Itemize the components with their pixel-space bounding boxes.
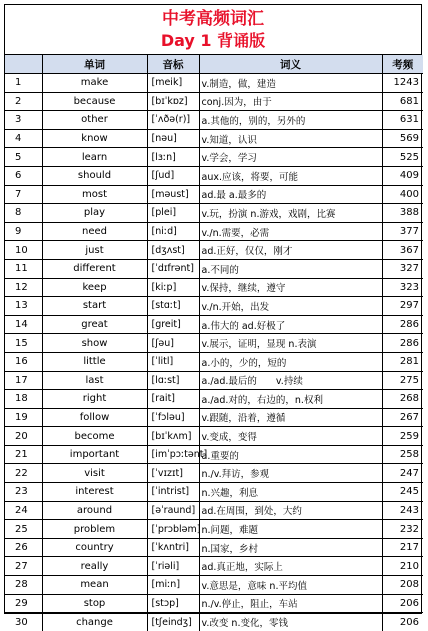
meaning-cell: n.问题，难题 bbox=[199, 520, 382, 539]
row-number: 17 bbox=[5, 371, 42, 390]
meaning-cell: a.重要的 bbox=[199, 445, 382, 464]
meaning-cell: n./v.拜访，参观 bbox=[199, 464, 382, 483]
row-number: 9 bbox=[5, 222, 42, 241]
meaning-cell: ad.最 a.最多的 bbox=[199, 185, 382, 204]
meaning-cell: a.其他的，别的，另外的 bbox=[199, 111, 382, 130]
meaning-cell: ad.在周围，到处，大约 bbox=[199, 501, 382, 520]
frequency-cell: 210 bbox=[382, 557, 423, 576]
table-row bbox=[5, 259, 423, 278]
word-cell: really bbox=[42, 557, 147, 576]
phonetic-cell: [nəu] bbox=[147, 129, 199, 148]
row-number: 26 bbox=[5, 538, 42, 557]
frequency-cell: 367 bbox=[382, 241, 423, 260]
meaning-cell: v.制造，做，建造 bbox=[199, 74, 382, 93]
table-row bbox=[5, 576, 423, 595]
word-cell: should bbox=[42, 166, 147, 185]
table-row bbox=[5, 297, 423, 316]
word-cell: different bbox=[42, 259, 147, 278]
phonetic-cell: [bɪˈkʌm] bbox=[147, 427, 199, 446]
table-row bbox=[5, 445, 423, 464]
phonetic-cell: [ˈʌðə(r)] bbox=[147, 111, 199, 130]
meaning-cell: v.玩，扮演 n.游戏，戏剧，比赛 bbox=[199, 204, 382, 223]
row-number: 16 bbox=[5, 352, 42, 371]
phonetic-cell: [stɑːt] bbox=[147, 297, 199, 316]
row-number: 1 bbox=[5, 74, 42, 93]
table-row bbox=[5, 148, 423, 167]
word-cell: stop bbox=[42, 594, 147, 613]
phonetic-cell: [kiːp] bbox=[147, 278, 199, 297]
table-row bbox=[5, 222, 423, 241]
word-cell: around bbox=[42, 501, 147, 520]
phonetic-cell: [ˈvɪzɪt] bbox=[147, 464, 199, 483]
word-cell: know bbox=[42, 129, 147, 148]
phonetic-cell: [imˈpɔːtənt] bbox=[147, 445, 199, 464]
frequency-cell: 206 bbox=[382, 613, 423, 631]
meaning-cell: v.变成，变得 bbox=[199, 427, 382, 446]
frequency-cell: 286 bbox=[382, 334, 423, 353]
word-cell: make bbox=[42, 74, 147, 93]
table-row bbox=[5, 520, 423, 539]
table-header-row bbox=[5, 55, 423, 74]
frequency-cell: 232 bbox=[382, 520, 423, 539]
table-row bbox=[5, 613, 423, 631]
phonetic-cell: [ˈprɔbləm] bbox=[147, 520, 199, 539]
page-title: 中考高频词汇 bbox=[162, 9, 264, 29]
meaning-cell: n.兴趣，利息 bbox=[199, 483, 382, 502]
header-frequency: 考频 bbox=[382, 55, 423, 74]
frequency-cell: 297 bbox=[382, 297, 423, 316]
meaning-cell: v.知道，认识 bbox=[199, 129, 382, 148]
row-number: 27 bbox=[5, 557, 42, 576]
row-number: 2 bbox=[5, 92, 42, 111]
meaning-cell: aux.应该，将要，可能 bbox=[199, 166, 382, 185]
meaning-cell: conj.因为，由于 bbox=[199, 92, 382, 111]
phonetic-cell: [ˈfɔləu] bbox=[147, 408, 199, 427]
table-row bbox=[5, 501, 423, 520]
word-cell: play bbox=[42, 204, 147, 223]
vocabulary-sheet bbox=[4, 4, 422, 630]
phonetic-cell: [ˈlitl] bbox=[147, 352, 199, 371]
word-cell: follow bbox=[42, 408, 147, 427]
meaning-cell: v.保持，继续，遵守 bbox=[199, 278, 382, 297]
phonetic-cell: [ˈriəli] bbox=[147, 557, 199, 576]
row-number: 6 bbox=[5, 166, 42, 185]
frequency-cell: 208 bbox=[382, 576, 423, 595]
row-number: 29 bbox=[5, 594, 42, 613]
table-row bbox=[5, 129, 423, 148]
phonetic-cell: [əˈraund] bbox=[147, 501, 199, 520]
table-row bbox=[5, 464, 423, 483]
frequency-cell: 267 bbox=[382, 408, 423, 427]
row-number: 18 bbox=[5, 390, 42, 409]
row-number: 8 bbox=[5, 204, 42, 223]
word-cell: problem bbox=[42, 520, 147, 539]
row-number: 19 bbox=[5, 408, 42, 427]
word-cell: start bbox=[42, 297, 147, 316]
table-row bbox=[5, 352, 423, 371]
word-cell: become bbox=[42, 427, 147, 446]
phonetic-cell: [rait] bbox=[147, 390, 199, 409]
word-cell: last bbox=[42, 371, 147, 390]
table-row bbox=[5, 241, 423, 260]
frequency-cell: 245 bbox=[382, 483, 423, 502]
phonetic-cell: [məust] bbox=[147, 185, 199, 204]
word-cell: other bbox=[42, 111, 147, 130]
phonetic-cell: [niːd] bbox=[147, 222, 199, 241]
meaning-cell: v.意思是，意味 n.平均值 bbox=[199, 576, 382, 595]
frequency-cell: 525 bbox=[382, 148, 423, 167]
word-cell: just bbox=[42, 241, 147, 260]
phonetic-cell: [ˈkʌntri] bbox=[147, 538, 199, 557]
phonetic-cell: [miːn] bbox=[147, 576, 199, 595]
word-cell: country bbox=[42, 538, 147, 557]
table-row bbox=[5, 408, 423, 427]
frequency-cell: 286 bbox=[382, 315, 423, 334]
row-number: 22 bbox=[5, 464, 42, 483]
table-body bbox=[5, 74, 423, 631]
header-phonetic: 音标 bbox=[147, 55, 199, 74]
word-cell: keep bbox=[42, 278, 147, 297]
phonetic-cell: [meik] bbox=[147, 74, 199, 93]
meaning-cell: v.跟随，沿着，遵循 bbox=[199, 408, 382, 427]
word-cell: great bbox=[42, 315, 147, 334]
meaning-cell: v.展示，证明，显现 n.表演 bbox=[199, 334, 382, 353]
word-cell: visit bbox=[42, 464, 147, 483]
meaning-cell: n.国家，乡村 bbox=[199, 538, 382, 557]
row-number: 5 bbox=[5, 148, 42, 167]
word-cell: learn bbox=[42, 148, 147, 167]
row-number: 3 bbox=[5, 111, 42, 130]
frequency-cell: 327 bbox=[382, 259, 423, 278]
row-number: 25 bbox=[5, 520, 42, 539]
table-row bbox=[5, 390, 423, 409]
row-number: 12 bbox=[5, 278, 42, 297]
meaning-cell: a./ad.对的，右边的，n.权利 bbox=[199, 390, 382, 409]
header-meaning: 词义 bbox=[199, 55, 382, 74]
frequency-cell: 388 bbox=[382, 204, 423, 223]
table-row bbox=[5, 334, 423, 353]
frequency-cell: 243 bbox=[382, 501, 423, 520]
word-cell: important bbox=[42, 445, 147, 464]
row-number: 30 bbox=[5, 613, 42, 631]
phonetic-cell: [lɜːn] bbox=[147, 148, 199, 167]
row-number: 11 bbox=[5, 259, 42, 278]
meaning-cell: v./n.需要，必需 bbox=[199, 222, 382, 241]
row-number: 23 bbox=[5, 483, 42, 502]
phonetic-cell: [ˈintrist] bbox=[147, 483, 199, 502]
phonetic-cell: [greit] bbox=[147, 315, 199, 334]
table-row bbox=[5, 315, 423, 334]
header-number bbox=[5, 55, 42, 74]
meaning-cell: v./n.开始，出发 bbox=[199, 297, 382, 316]
row-number: 20 bbox=[5, 427, 42, 446]
word-cell: because bbox=[42, 92, 147, 111]
meaning-cell: ad.真正地，实际上 bbox=[199, 557, 382, 576]
phonetic-cell: [dʒʌst] bbox=[147, 241, 199, 260]
frequency-cell: 400 bbox=[382, 185, 423, 204]
word-cell: need bbox=[42, 222, 147, 241]
row-number: 14 bbox=[5, 315, 42, 334]
word-cell: little bbox=[42, 352, 147, 371]
frequency-cell: 268 bbox=[382, 390, 423, 409]
meaning-cell: v.学会，学习 bbox=[199, 148, 382, 167]
table-row bbox=[5, 74, 423, 93]
frequency-cell: 258 bbox=[382, 445, 423, 464]
word-cell: change bbox=[42, 613, 147, 631]
word-cell: interest bbox=[42, 483, 147, 502]
phonetic-cell: [ʃud] bbox=[147, 166, 199, 185]
phonetic-cell: [stɔp] bbox=[147, 594, 199, 613]
page-subtitle: Day 1 背诵版 bbox=[160, 31, 266, 50]
header-word: 单词 bbox=[42, 55, 147, 74]
row-number: 4 bbox=[5, 129, 42, 148]
phonetic-cell: [ʃəu] bbox=[147, 334, 199, 353]
frequency-cell: 681 bbox=[382, 92, 423, 111]
meaning-cell: a.小的，少的，短的 bbox=[199, 352, 382, 371]
table-row bbox=[5, 92, 423, 111]
table-row bbox=[5, 557, 423, 576]
title-block bbox=[5, 5, 421, 55]
phonetic-cell: [plei] bbox=[147, 204, 199, 223]
frequency-cell: 281 bbox=[382, 352, 423, 371]
phonetic-cell: [ˈdɪfrənt] bbox=[147, 259, 199, 278]
meaning-cell: v.改变 n.变化，零钱 bbox=[199, 613, 382, 631]
row-number: 28 bbox=[5, 576, 42, 595]
table-row bbox=[5, 278, 423, 297]
row-number: 15 bbox=[5, 334, 42, 353]
word-cell: most bbox=[42, 185, 147, 204]
meaning-cell: a.伟大的 ad.好极了 bbox=[199, 315, 382, 334]
frequency-cell: 259 bbox=[382, 427, 423, 446]
table-row bbox=[5, 111, 423, 130]
meaning-cell: ad.正好，仅仅，刚才 bbox=[199, 241, 382, 260]
frequency-cell: 569 bbox=[382, 129, 423, 148]
frequency-cell: 1243 bbox=[382, 74, 423, 93]
table-row bbox=[5, 427, 423, 446]
frequency-cell: 631 bbox=[382, 111, 423, 130]
table-row bbox=[5, 371, 423, 390]
frequency-cell: 217 bbox=[382, 538, 423, 557]
meaning-cell: a.不同的 bbox=[199, 259, 382, 278]
word-cell: mean bbox=[42, 576, 147, 595]
table-row bbox=[5, 204, 423, 223]
row-number: 7 bbox=[5, 185, 42, 204]
phonetic-cell: [bɪˈkɒz] bbox=[147, 92, 199, 111]
phonetic-cell: [lɑːst] bbox=[147, 371, 199, 390]
table-row bbox=[5, 185, 423, 204]
frequency-cell: 377 bbox=[382, 222, 423, 241]
row-number: 24 bbox=[5, 501, 42, 520]
word-cell: show bbox=[42, 334, 147, 353]
table-row bbox=[5, 594, 423, 613]
frequency-cell: 323 bbox=[382, 278, 423, 297]
phonetic-cell: [tʃeindʒ] bbox=[147, 613, 199, 631]
vocabulary-table bbox=[5, 55, 423, 631]
table-row bbox=[5, 483, 423, 502]
table-row bbox=[5, 166, 423, 185]
meaning-cell: a./ad.最后的 v.持续 bbox=[199, 371, 382, 390]
table-row bbox=[5, 538, 423, 557]
frequency-cell: 206 bbox=[382, 594, 423, 613]
frequency-cell: 247 bbox=[382, 464, 423, 483]
frequency-cell: 275 bbox=[382, 371, 423, 390]
word-cell: right bbox=[42, 390, 147, 409]
row-number: 21 bbox=[5, 445, 42, 464]
row-number: 13 bbox=[5, 297, 42, 316]
frequency-cell: 409 bbox=[382, 166, 423, 185]
meaning-cell: n./v.停止，阻止，车站 bbox=[199, 594, 382, 613]
row-number: 10 bbox=[5, 241, 42, 260]
